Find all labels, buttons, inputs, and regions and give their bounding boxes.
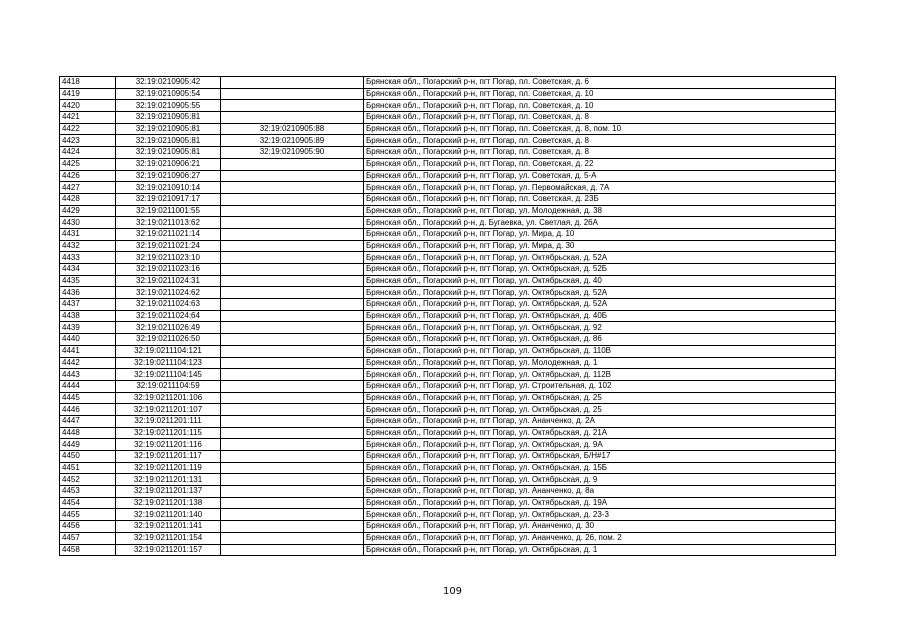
address-cell: Брянская обл., Погарский р-н, пгт Погар, ул. Октябрьская, д. 9: [364, 474, 836, 486]
address-cell: Брянская обл., Погарский р-н, пгт Погар, ул. Молодежная, д. 1: [364, 357, 836, 369]
related-cadastral-number-cell: [221, 287, 364, 299]
cadastral-number-cell: 32:19:0210905:81: [116, 135, 221, 147]
cadastral-number-cell: 32:19:0211026:50: [116, 334, 221, 346]
address-cell: Брянская обл., Погарский р-н, пгт Погар, пл. Советская, д. 6: [364, 77, 836, 89]
table-row: [60, 532, 836, 544]
related-cadastral-number-cell: [221, 380, 364, 392]
related-cadastral-number-cell: [221, 415, 364, 427]
row-number-cell: 4429: [60, 205, 116, 217]
table-row: [60, 228, 836, 240]
address-cell: Брянская обл., Погарский р-н, пгт Погар, ул. Октябрьская, д. 23-3: [364, 509, 836, 521]
table-row: [60, 380, 836, 392]
cadastral-number-cell: 32:19:0210917:17: [116, 193, 221, 205]
cadastral-number-cell: 32:19:0211024:64: [116, 310, 221, 322]
row-number-cell: 4452: [60, 474, 116, 486]
related-cadastral-number-cell: [221, 474, 364, 486]
related-cadastral-number-cell: [221, 112, 364, 124]
address-cell: Брянская обл., Погарский р-н, пгт Погар, пл. Советская, д. 8: [364, 112, 836, 124]
address-cell: Брянская обл., Погарский р-н, пгт Погар, ул. Ананченко, д. 8а: [364, 486, 836, 498]
related-cadastral-number-cell: [221, 427, 364, 439]
table-row: [60, 88, 836, 100]
table-row: [60, 264, 836, 276]
table-row: [60, 486, 836, 498]
related-cadastral-number-cell: [221, 158, 364, 170]
related-cadastral-number-cell: [221, 521, 364, 533]
related-cadastral-number-cell: [221, 357, 364, 369]
registry-table: [59, 76, 836, 556]
table-row: [60, 182, 836, 194]
address-cell: Брянская обл., Погарский р-н, пгт Погар, пл. Советская, д. 8: [364, 147, 836, 159]
table-row: [60, 100, 836, 112]
cadastral-number-cell: 32:19:0211201:115: [116, 427, 221, 439]
table-row: [60, 357, 836, 369]
address-cell: Брянская обл., Погарский р-н, пгт Погар, ул. Октябрьская, д. 92: [364, 322, 836, 334]
address-cell: Брянская обл., Погарский р-н, пгт Погар, ул. Октябрьская, д. 52А: [364, 287, 836, 299]
table-row: [60, 497, 836, 509]
cadastral-number-cell: 32:19:0211104:145: [116, 369, 221, 381]
address-cell: Брянская обл., Погарский р-н, пгт Погар, ул. Октябрьская, д. 40: [364, 275, 836, 287]
address-cell: Брянская обл., Погарский р-н, пгт Погар, ул. Октябрьская, д. 52А: [364, 252, 836, 264]
table-row: [60, 275, 836, 287]
row-number-cell: 4445: [60, 392, 116, 404]
row-number-cell: 4426: [60, 170, 116, 182]
related-cadastral-number-cell: [221, 252, 364, 264]
row-number-cell: 4439: [60, 322, 116, 334]
cadastral-number-cell: 32:19:0211023:16: [116, 264, 221, 276]
address-cell: Брянская обл., Погарский р-н, пгт Погар, ул. Октябрьская, д. 19А: [364, 497, 836, 509]
row-number-cell: 4423: [60, 135, 116, 147]
row-number-cell: 4448: [60, 427, 116, 439]
address-cell: Брянская обл., Погарский р-н, пгт Погар, ул. Ананченко, д. 2А: [364, 415, 836, 427]
cadastral-number-cell: 32:19:0211104:123: [116, 357, 221, 369]
table-row: [60, 299, 836, 311]
row-number-cell: 4458: [60, 544, 116, 556]
cadastral-number-cell: 32:19:0211201:116: [116, 439, 221, 451]
row-number-cell: 4436: [60, 287, 116, 299]
related-cadastral-number-cell: [221, 544, 364, 556]
address-cell: Брянская обл., Погарский р-н, пгт Погар, ул. Октябрьская, д. 9А: [364, 439, 836, 451]
related-cadastral-number-cell: [221, 100, 364, 112]
related-cadastral-number-cell: [221, 369, 364, 381]
cadastral-number-cell: 32:19:0211024:62: [116, 287, 221, 299]
row-number-cell: 4446: [60, 404, 116, 416]
row-number-cell: 4454: [60, 497, 116, 509]
related-cadastral-number-cell: [221, 451, 364, 463]
table-row: [60, 451, 836, 463]
row-number-cell: 4443: [60, 369, 116, 381]
address-cell: Брянская обл., Погарский р-н, пгт Погар, ул. Октябрьская, д. 40Б: [364, 310, 836, 322]
related-cadastral-number-cell: [221, 217, 364, 229]
table-row: [60, 158, 836, 170]
cadastral-number-cell: 32:19:0211013:62: [116, 217, 221, 229]
row-number-cell: 4433: [60, 252, 116, 264]
related-cadastral-number-cell: [221, 182, 364, 194]
cadastral-number-cell: 32:19:0211104:59: [116, 380, 221, 392]
table-row: [60, 310, 836, 322]
table-row: [60, 345, 836, 357]
cadastral-number-cell: 32:19:0211201:106: [116, 392, 221, 404]
cadastral-number-cell: 32:19:0211201:140: [116, 509, 221, 521]
cadastral-number-cell: 32:19:0211024:63: [116, 299, 221, 311]
row-number-cell: 4453: [60, 486, 116, 498]
cadastral-number-cell: 32:19:0211201:107: [116, 404, 221, 416]
table-row: [60, 322, 836, 334]
cadastral-number-cell: 32:19:0211201:111: [116, 415, 221, 427]
row-number-cell: 4438: [60, 310, 116, 322]
row-number-cell: 4432: [60, 240, 116, 252]
cadastral-number-cell: 32:19:0211201:154: [116, 532, 221, 544]
address-cell: Брянская обл., Погарский р-н, пгт Погар, ул. Октябрьская, д. 52А: [364, 299, 836, 311]
row-number-cell: 4427: [60, 182, 116, 194]
address-cell: Брянская обл., Погарский р-н, пгт Погар, ул. Советская, д. 5-А: [364, 170, 836, 182]
cadastral-number-cell: 32:19:0210906:27: [116, 170, 221, 182]
row-number-cell: 4421: [60, 112, 116, 124]
row-number-cell: 4420: [60, 100, 116, 112]
address-cell: Брянская обл., Погарский р-н, пгт Погар, ул. Октябрьская, д. 25: [364, 404, 836, 416]
address-cell: Брянская обл., Погарский р-н, пгт Погар, ул. Мира, д. 10: [364, 228, 836, 240]
cadastral-number-cell: 32:19:0211001:55: [116, 205, 221, 217]
address-cell: Брянская обл., Погарский р-н, пгт Погар, пл. Советская, д. 10: [364, 100, 836, 112]
cadastral-number-cell: 32:19:0211201:157: [116, 544, 221, 556]
table-row: [60, 521, 836, 533]
table-row: [60, 252, 836, 264]
address-cell: Брянская обл., Погарский р-н, пгт Погар, пл. Советская, д. 23Б: [364, 193, 836, 205]
address-cell: Брянская обл., Погарский р-н, пгт Погар, ул. Ананченко, д. 30: [364, 521, 836, 533]
related-cadastral-number-cell: [221, 240, 364, 252]
cadastral-number-cell: 32:19:0211021:24: [116, 240, 221, 252]
related-cadastral-number-cell: [221, 486, 364, 498]
related-cadastral-number-cell: [221, 310, 364, 322]
cadastral-number-cell: 32:19:0210910:14: [116, 182, 221, 194]
address-cell: Брянская обл., Погарский р-н, пгт Погар, ул. Мира, д. 30: [364, 240, 836, 252]
table-row: [60, 404, 836, 416]
related-cadastral-number-cell: [221, 334, 364, 346]
table-row: [60, 462, 836, 474]
row-number-cell: 4450: [60, 451, 116, 463]
table-row: [60, 334, 836, 346]
table-row: [60, 474, 836, 486]
cadastral-number-cell: 32:19:0210905:81: [116, 123, 221, 135]
row-number-cell: 4431: [60, 228, 116, 240]
cadastral-number-cell: 32:19:0211023:10: [116, 252, 221, 264]
page-number: 109: [442, 586, 463, 597]
row-number-cell: 4449: [60, 439, 116, 451]
related-cadastral-number-cell: [221, 299, 364, 311]
cadastral-number-cell: 32:19:0210905:42: [116, 77, 221, 89]
address-cell: Брянская обл., Погарский р-н, пгт Погар, ул. Октябрьская, д. 15Б: [364, 462, 836, 474]
address-cell: Брянская обл., Погарский р-н, пгт Погар, ул. Октябрьская, д. 52Б: [364, 264, 836, 276]
table-row: [60, 287, 836, 299]
row-number-cell: 4441: [60, 345, 116, 357]
related-cadastral-number-cell: [221, 264, 364, 276]
registry-table-body: [60, 77, 836, 556]
address-cell: Брянская обл., Погарский р-н, пгт Погар, ул. Октябрьская, д. 86: [364, 334, 836, 346]
address-cell: Брянская обл., Погарский р-н, пгт Погар, ул. Ананченко, д. 26, пом. 2: [364, 532, 836, 544]
related-cadastral-number-cell: [221, 392, 364, 404]
related-cadastral-number-cell: 32:19:0210905:88: [221, 123, 364, 135]
table-row: [60, 123, 836, 135]
address-cell: Брянская обл., Погарский р-н, пгт Погар, ул. Октябрьская, д. 21А: [364, 427, 836, 439]
table-row: [60, 193, 836, 205]
row-number-cell: 4442: [60, 357, 116, 369]
cadastral-number-cell: 32:19:0210905:55: [116, 100, 221, 112]
table-row: [60, 205, 836, 217]
cadastral-number-cell: 32:19:0211026:49: [116, 322, 221, 334]
table-row: [60, 544, 836, 556]
related-cadastral-number-cell: [221, 509, 364, 521]
address-cell: Брянская обл., Погарский р-н, пгт Погар, пл. Советская, д. 8, пом. 10: [364, 123, 836, 135]
row-number-cell: 4428: [60, 193, 116, 205]
address-cell: Брянская обл., Погарский р-н, пгт Погар, ул. Октябрьская, д. 25: [364, 392, 836, 404]
row-number-cell: 4425: [60, 158, 116, 170]
row-number-cell: 4444: [60, 380, 116, 392]
cadastral-number-cell: 32:19:0210905:81: [116, 147, 221, 159]
row-number-cell: 4455: [60, 509, 116, 521]
address-cell: Брянская обл., Погарский р-н, пгт Погар, ул. Октябрьская, Б/Н#17: [364, 451, 836, 463]
related-cadastral-number-cell: [221, 77, 364, 89]
table-row: [60, 217, 836, 229]
row-number-cell: 4422: [60, 123, 116, 135]
table-row: [60, 77, 836, 89]
cadastral-number-cell: 32:19:0211201:131: [116, 474, 221, 486]
related-cadastral-number-cell: [221, 322, 364, 334]
row-number-cell: 4451: [60, 462, 116, 474]
row-number-cell: 4437: [60, 299, 116, 311]
related-cadastral-number-cell: [221, 462, 364, 474]
table-row: [60, 147, 836, 159]
related-cadastral-number-cell: [221, 439, 364, 451]
address-cell: Брянская обл., Погарский р-н, д. Бугаевка, ул. Светлая, д. 26А: [364, 217, 836, 229]
address-cell: Брянская обл., Погарский р-н, пгт Погар, пл. Советская, д. 10: [364, 88, 836, 100]
cadastral-number-cell: 32:19:0210905:54: [116, 88, 221, 100]
address-cell: Брянская обл., Погарский р-н, пгт Погар, ул. Октябрьская, д. 110В: [364, 345, 836, 357]
table-row: [60, 509, 836, 521]
row-number-cell: 4457: [60, 532, 116, 544]
row-number-cell: 4419: [60, 88, 116, 100]
related-cadastral-number-cell: [221, 193, 364, 205]
address-cell: Брянская обл., Погарский р-н, пгт Погар, ул. Строительная, д. 102: [364, 380, 836, 392]
table-row: [60, 369, 836, 381]
related-cadastral-number-cell: [221, 205, 364, 217]
address-cell: Брянская обл., Погарский р-н, пгт Погар, ул. Первомайская, д. 7А: [364, 182, 836, 194]
cadastral-number-cell: 32:19:0210905:81: [116, 112, 221, 124]
table-row: [60, 392, 836, 404]
cadastral-number-cell: 32:19:0211201:137: [116, 486, 221, 498]
row-number-cell: 4430: [60, 217, 116, 229]
cadastral-number-cell: 32:19:0210906:21: [116, 158, 221, 170]
related-cadastral-number-cell: [221, 497, 364, 509]
table-row: [60, 427, 836, 439]
related-cadastral-number-cell: [221, 345, 364, 357]
table-row: [60, 170, 836, 182]
row-number-cell: 4456: [60, 521, 116, 533]
related-cadastral-number-cell: 32:19:0210905:89: [221, 135, 364, 147]
table-row: [60, 240, 836, 252]
cadastral-number-cell: 32:19:0211201:119: [116, 462, 221, 474]
row-number-cell: 4434: [60, 264, 116, 276]
table-row: [60, 112, 836, 124]
related-cadastral-number-cell: [221, 275, 364, 287]
cadastral-number-cell: 32:19:0211104:121: [116, 345, 221, 357]
related-cadastral-number-cell: [221, 532, 364, 544]
cadastral-number-cell: 32:19:0211201:117: [116, 451, 221, 463]
related-cadastral-number-cell: 32:19:0210905:90: [221, 147, 364, 159]
related-cadastral-number-cell: [221, 228, 364, 240]
row-number-cell: 4447: [60, 415, 116, 427]
cadastral-number-cell: 32:19:0211201:141: [116, 521, 221, 533]
related-cadastral-number-cell: [221, 404, 364, 416]
row-number-cell: 4424: [60, 147, 116, 159]
address-cell: Брянская обл., Погарский р-н, пгт Погар, ул. Молодежная, д. 38: [364, 205, 836, 217]
row-number-cell: 4435: [60, 275, 116, 287]
address-cell: Брянская обл., Погарский р-н, пгт Погар, пл. Советская, д. 8: [364, 135, 836, 147]
cadastral-number-cell: 32:19:0211201:138: [116, 497, 221, 509]
table-row: [60, 439, 836, 451]
cadastral-number-cell: 32:19:0211021:14: [116, 228, 221, 240]
address-cell: Брянская обл., Погарский р-н, пгт Погар, пл. Советская, д. 22: [364, 158, 836, 170]
related-cadastral-number-cell: [221, 170, 364, 182]
table-row: [60, 415, 836, 427]
related-cadastral-number-cell: [221, 88, 364, 100]
address-cell: Брянская обл., Погарский р-н, пгт Погар, ул. Октябрьская, д. 1: [364, 544, 836, 556]
table-row: [60, 135, 836, 147]
address-cell: Брянская обл., Погарский р-н, пгт Погар, ул. Октябрьская, д. 112В: [364, 369, 836, 381]
row-number-cell: 4440: [60, 334, 116, 346]
row-number-cell: 4418: [60, 77, 116, 89]
cadastral-number-cell: 32:19:0211024:31: [116, 275, 221, 287]
